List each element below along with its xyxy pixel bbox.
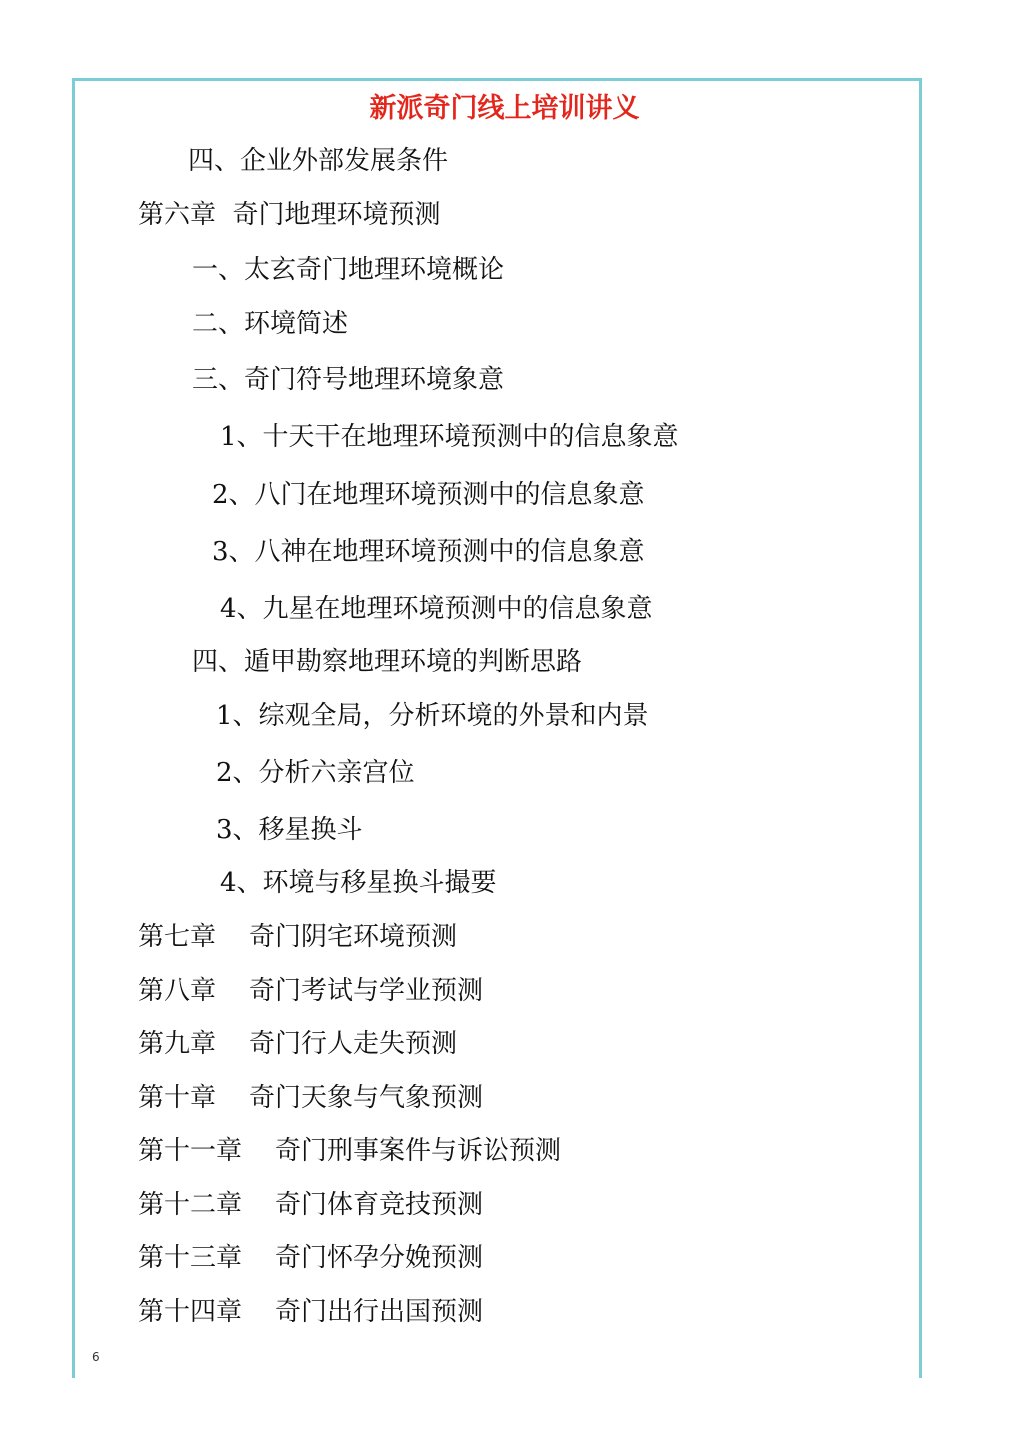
toc-subline: 1、十天干在地理环境预测中的信息象意: [220, 422, 679, 452]
toc-subline: 1、综观全局，分析环境的外景和内景: [216, 701, 649, 731]
toc-subline: 2、八门在地理环境预测中的信息象意: [212, 480, 645, 510]
toc-subline: 3、八神在地理环境预测中的信息象意: [212, 537, 645, 567]
toc-line: 二、环境简述: [192, 309, 349, 339]
toc-line: 四、企业外部发展条件: [188, 146, 449, 176]
toc-chapter: 第六章 奇门地理环境预测: [138, 200, 441, 230]
toc-subline: 3、移星换斗: [216, 815, 363, 845]
toc-subline: 4、九星在地理环境预测中的信息象意: [220, 594, 653, 624]
toc-chapter: 第十章 奇门天象与气象预测: [138, 1083, 484, 1113]
document-title: 新派奇门线上培训讲义: [369, 93, 640, 124]
page-number: 6: [92, 1350, 100, 1364]
toc-line: 一、太玄奇门地理环境概论: [192, 255, 505, 285]
toc-line: 三、奇门符号地理环境象意: [192, 365, 505, 395]
toc-subline: 4、环境与移星换斗撮要: [220, 868, 497, 898]
toc-chapter: 第十四章 奇门出行出国预测: [138, 1297, 484, 1327]
toc-line: 四、遁甲勘察地理环境的判断思路: [192, 647, 583, 677]
toc-chapter: 第十三章 奇门怀孕分娩预测: [138, 1243, 484, 1273]
toc-chapter: 第十二章 奇门体育竞技预测: [138, 1190, 484, 1220]
toc-chapter: 第十一章 奇门刑事案件与诉讼预测: [138, 1136, 562, 1166]
toc-chapter: 第九章 奇门行人走失预测: [138, 1029, 458, 1059]
toc-chapter: 第八章 奇门考试与学业预测: [138, 976, 484, 1006]
toc-subline: 2、分析六亲宫位: [216, 758, 415, 788]
toc-chapter: 第七章 奇门阴宅环境预测: [138, 922, 458, 952]
